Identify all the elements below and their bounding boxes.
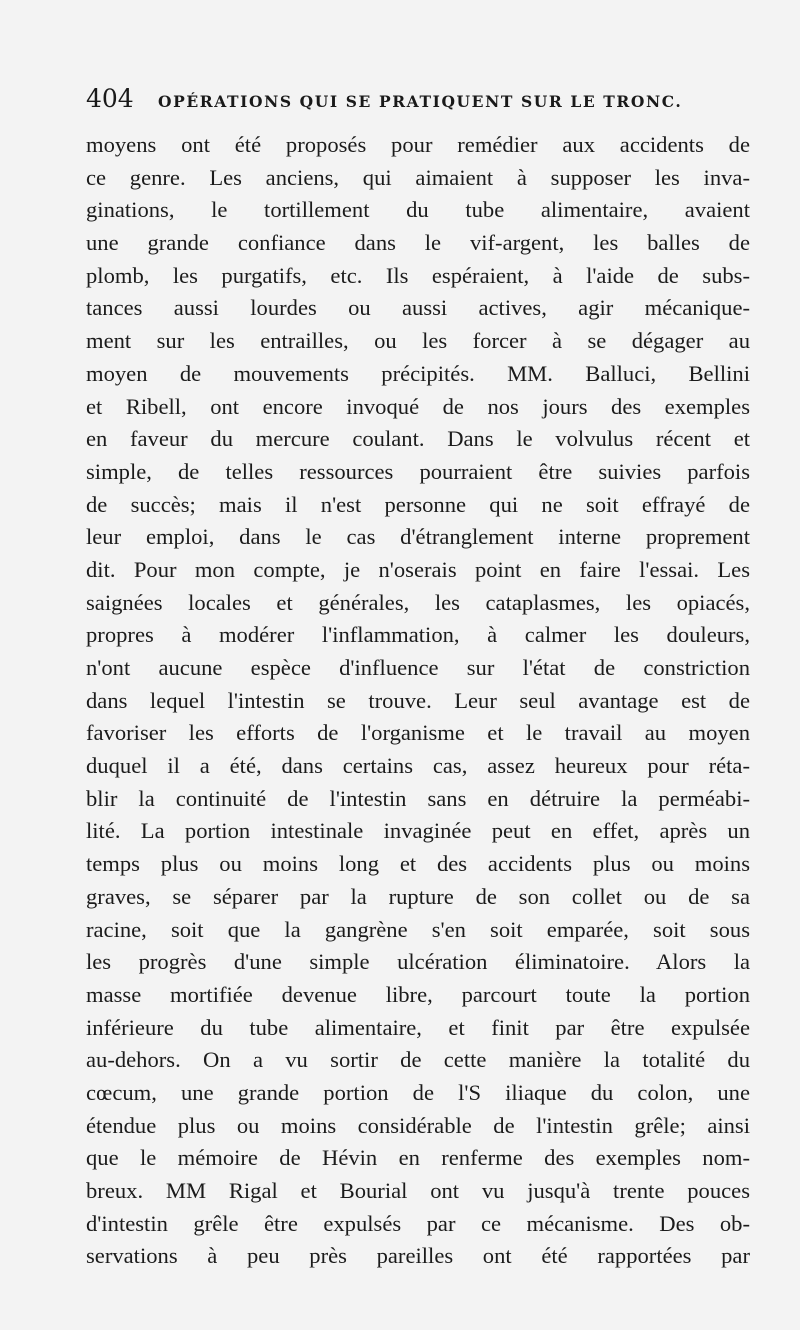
text-line: masse mortifiée devenue libre, parcourt toute la portion [86,981,750,1007]
text-line: tances aussi lourdes ou aussi actives, agir mécanique- [86,295,750,321]
text-line: ce genre. Les anciens, qui aimaient à supposer les inva- [86,164,750,190]
text-line: graves, se séparer par la rupture de son collet ou de sa [86,883,750,909]
text-line: simple, de telles ressources pourraient être suivies parfois [86,458,750,484]
text-line: leur emploi, dans le cas d'étranglement interne proprement [86,524,750,550]
text-line: servations à peu près pareilles ont été rapportées par [86,1243,750,1269]
text-line: racine, soit que la gangrène s'en soit emparée, soit sous [86,916,750,942]
text-line: temps plus ou moins long et des accidents plus ou moins [86,851,750,877]
text-line: dit. Pour mon compte, je n'oserais point en faire l'essai. Les [86,556,750,582]
text-line: saignées locales et générales, les cataplasmes, les opiacés, [86,589,750,615]
text-line: moyens ont été proposés pour remédier aux accidents de [86,132,750,157]
text-line: les progrès d'une simple ulcération éliminatoire. Alors la [86,949,750,975]
text-line: ment sur les entrailles, ou les forcer à se dégager au [86,328,750,354]
text-line: étendue plus ou moins considérable de l'intestin grêle; ainsi [86,1112,750,1138]
text-line: propres à modérer l'inflammation, à calmer les douleurs, [86,622,750,648]
text-line: cœcum, une grande portion de l'S iliaque du colon, une [86,1079,750,1105]
text-line: de succès; mais il n'est personne qui ne soit effrayé de [86,491,750,517]
text-line: plomb, les purgatifs, etc. Ils espéraient, à l'aide de subs- [86,262,750,288]
text-line: n'ont aucune espèce d'influence sur l'état de constriction [86,655,750,680]
page-number: 404 [86,84,134,113]
text-line: lité. La portion intestinale invaginée peut en effet, après un [86,818,750,844]
text-line: que le mémoire de Hévin en renferme des exemples nom- [86,1145,750,1171]
text-line: ginations, le tortillement du tube alimentaire, avaient [86,197,750,223]
text-line: breux. MM Rigal et Bourial ont vu jusqu'à trente pouces [86,1178,750,1203]
text-line: favoriser les efforts de l'organisme et le travail au moyen [86,720,750,746]
text-line: moyen de mouvements précipités. MM. Balluci, Bellini [86,360,750,386]
page-header [86,86,726,116]
text-line: en faveur du mercure coulant. Dans le volvulus récent et [86,426,750,452]
text-line: duquel il a été, dans certains cas, assez heureux pour réta- [86,753,750,779]
text-line: et Ribell, ont encore invoqué de nos jours des exemples [86,393,750,419]
text-line: au-dehors. On a vu sortir de cette manière la totalité du [86,1047,750,1073]
text-line: dans lequel l'intestin se trouve. Leur seul avantage est de [86,687,750,713]
text-line: d'intestin grêle être expulsés par ce mécanisme. Des ob- [86,1210,750,1236]
running-head: OPÉRATIONS QUI SE PRATIQUENT SUR LE TRONC. [158,92,683,111]
body-text [86,129,750,1273]
text-line: blir la continuité de l'intestin sans en détruire la perméabi- [86,785,750,811]
text-line: une grande confiance dans le vif-argent, les balles de [86,230,750,256]
text-line: inférieure du tube alimentaire, et finit par être expulsée [86,1014,750,1040]
